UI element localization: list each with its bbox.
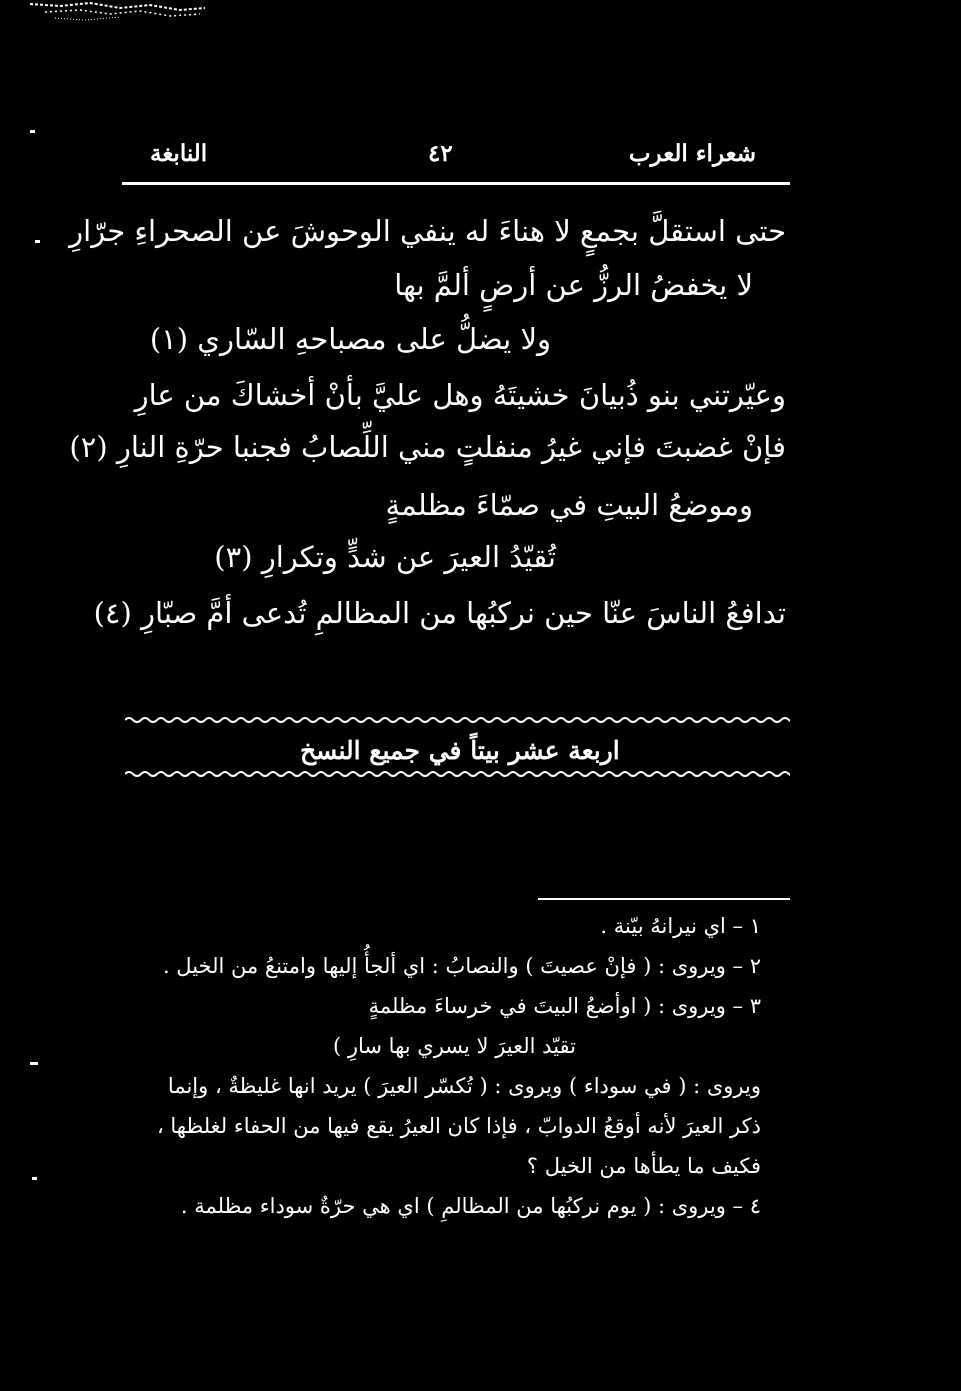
footnote-item: ٣ – ويروى : ( اوأضعُ البيتَ في خرساءَ مظلمةٍ	[368, 994, 761, 1018]
section-title: اربعة عشر بيتاً في جميع النسخ	[300, 736, 620, 765]
verse-line: حتى استقلَّ بجمعٍ لا هناءَ له ينفي الوحوشَ عن الصحراءِ جرّارِ	[69, 214, 786, 248]
verse-line: تدافعُ الناسَ عنّا حين نركبُها من المظالمِ تُدعى أمَّ صبّارِ (٤)	[93, 596, 786, 630]
scan-speck	[30, 1062, 38, 1065]
footnote-item: ١ – اي نيرانهُ بيّنة .	[600, 914, 761, 938]
footnote-rule	[538, 898, 790, 900]
scan-speck	[30, 130, 35, 133]
scan-noise-artifact	[0, 0, 230, 28]
verse-line: وعيّرتني بنو ذُبيانَ خشيتَهُ وهل عليَّ بأنْ أخشاكَ من عارِ	[134, 378, 786, 412]
scan-speck	[35, 240, 40, 243]
footnote-item: ويروى : ( في سوداء ) ويروى : ( تُكسّر العيرَ ) يريد انها غليظةٌ ، وإنما	[167, 1074, 761, 1098]
wavy-divider-bottom	[125, 770, 790, 778]
verse-line: وموضعُ البيتِ في صمّاءَ مظلمةٍ	[385, 488, 753, 522]
footnote-item: تقيّد العيرَ لا يسري بها سارِ )	[333, 1034, 576, 1058]
header-rule	[122, 182, 790, 185]
header-right-title: شعراء العرب	[628, 140, 756, 167]
verse-line: فإنْ غضبتَ فإني غيرُ منفلتٍ مني اللِّصابُ فجنبا حرّةِ النارِ (٢)	[69, 430, 786, 464]
footnote-item: ذكر العيرَ لأنه أوقعُ الدوابّ ، فإذا كان العيرُ يقع فيها من الحفاء لغلظها ،	[156, 1114, 761, 1138]
page-number: ٤٢	[428, 140, 453, 167]
footnote-item: ٤ – ويروى : ( يوم نركبُها من المظالمِ ) اي هي حرّةٌ سوداء مظلمة .	[180, 1194, 761, 1218]
wavy-divider-top	[125, 716, 790, 724]
scan-speck	[32, 1177, 37, 1180]
verse-line: لا يخفضُ الرزُّ عن أرضٍ ألمَّ بها	[394, 268, 753, 302]
verse-line: ولا يضلُّ على مصباحهِ السّاري (١)	[149, 322, 551, 356]
verse-line: تُقيّدُ العيرَ عن شدٍّ وتكرارِ (٣)	[214, 540, 556, 574]
footnote-item: ٢ – ويروى : ( فإنْ عصيتَ ) والنصابُ : اي ألجأُ إليها وامتنعُ من الخيل .	[162, 954, 761, 978]
header-left-title: النابغة	[150, 140, 208, 167]
footnote-item: فكيف ما يطأها من الخيل ؟	[526, 1154, 761, 1178]
